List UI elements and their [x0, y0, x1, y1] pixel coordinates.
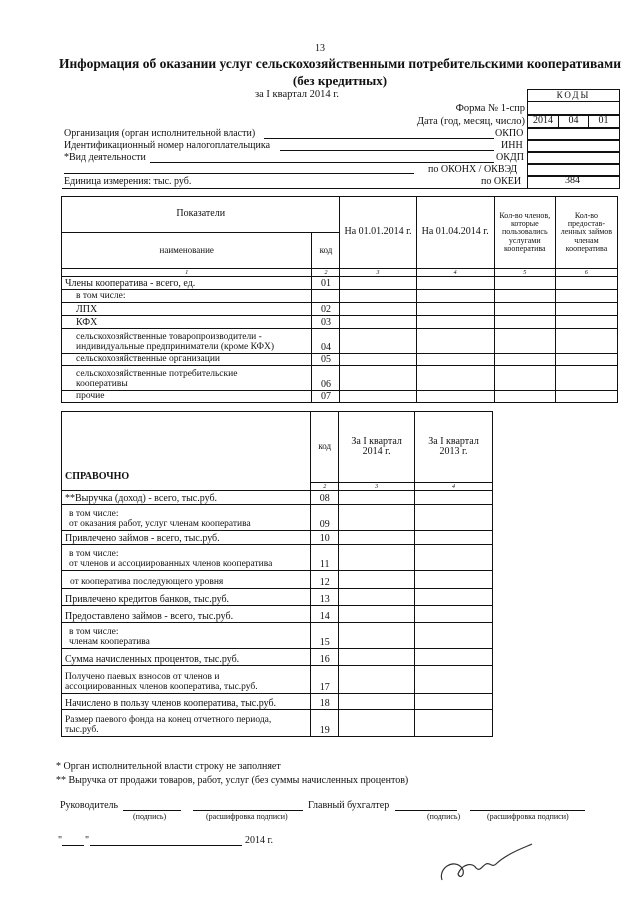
okei-label: по ОКЕИ [481, 176, 522, 187]
table-row: в том числе: от оказания работ, услуг членам кооператива 09 [62, 505, 493, 531]
col-indicators: Показатели [62, 197, 340, 233]
head-sign-line[interactable] [123, 810, 181, 811]
form-subtitle: (без кредитных) [292, 73, 388, 88]
table-row: Получено паевых взносов от членов и ассоциированных членов кооператива, тыс.руб. 17 [62, 666, 493, 694]
col-q2014: За I квартал 2014 г. [339, 412, 415, 483]
col-code: код [312, 233, 340, 269]
chief-decode-line[interactable] [470, 810, 585, 811]
cap-chief-sign: (подпись) [427, 812, 461, 821]
okonh-label: по ОКОНХ / ОКВЭД [428, 164, 518, 175]
col-members-served: Кол-во членов, которые пользовались услугами кооператива [494, 197, 555, 269]
org-label: Организация (орган исполнительной власти) [64, 128, 256, 139]
table-row: Размер паевого фонда на конец отчетного периода, тыс.руб. 19 [62, 710, 493, 737]
inn-row-label: Идентификационный номер налогоплательщика [64, 140, 271, 151]
table-row: Привлечено займов - всего, тыс.руб. 10 [62, 531, 493, 545]
okpo-label: ОКПО [495, 128, 524, 139]
cap-head-sign: (подпись) [133, 812, 167, 821]
col-loans-count: Кол-во предостав-ленных займов членам кооператива [555, 197, 617, 269]
footnote-2: ** Выручка от продажи товаров, работ, услуг (без суммы начисленных процентов) [56, 775, 409, 786]
table-row: **Выручка (доход) - всего, тыс.руб. 08 [62, 491, 493, 505]
okei-value: 384 [565, 175, 580, 186]
date-label: Дата (год, месяц, число) [416, 116, 525, 127]
page-number: 13 [315, 43, 325, 54]
col-name: наименование [62, 233, 312, 269]
form-title: Информация об оказании услуг сельскохозяйственными потребительскими кооперативами [58, 56, 622, 71]
table-row: от кооператива последующего уровня 12 [62, 571, 493, 589]
date-day-line[interactable] [62, 845, 84, 846]
footnote-1: * Орган исполнительной власти строку не заполняет [56, 761, 281, 772]
unit-label: Единица измерения: тыс. руб. [64, 176, 192, 187]
section-reference: СПРАВОЧНО [62, 412, 311, 483]
table-row: ЛПХ 02 [62, 303, 618, 316]
col-date-jan: На 01.01.2014 г. [340, 197, 416, 269]
codes-header: КОДЫ [527, 89, 620, 102]
head-decode-line[interactable] [193, 810, 303, 811]
cap-head-decode: (расшифровка подписи) [206, 812, 288, 821]
table-row: сельскохозяйственные товаропроизводители - индивидуальные предприниматели (кроме КФХ) 04 [62, 329, 618, 354]
table-row: сельскохозяйственные организации 05 [62, 354, 618, 366]
report-period: за I квартал 2014 г. [255, 89, 339, 100]
handwritten-signature-icon [436, 838, 536, 890]
table-row: прочие 07 [62, 391, 618, 403]
date-month: 04 [568, 115, 579, 126]
table-row: Сумма начисленных процентов, тыс.руб. 16 [62, 649, 493, 666]
date-year: 2014 [533, 115, 553, 126]
okdp-label: ОКДП [496, 152, 524, 163]
table-row: Привлечено кредитов банков, тыс.руб. 13 [62, 589, 493, 606]
cap-chief-decode: (расшифровка подписи) [487, 812, 569, 821]
reference-table: СПРАВОЧНО код За I квартал 2014 г. За I квартал 2013 г. 2 3 4 **Выручка (доход) - всего, тыс.руб. 08 в том числе: от оказания работ, услуг членам кооператива 09 Привлечено займов - всего, тыс.руб. 10 в том числе: от членов и ассоциированных членов кооператива 11 от кооператива последующего уровня 12 Привлечено кредитов банков, тыс.руб. 13 Предоставлено займов - всего, тыс.руб. 14 в том числе: членам кооператива 15 Сумма начисленных процентов, тыс.руб. 16 Получено паевых взносов от членов и ассоциированных членов кооператива, тыс.руб. 17 Начислено в пользу членов кооператива, тыс.руб. 18 Размер паевого фонда на конец отчетного периода, тыс.руб. 19 [61, 411, 493, 737]
date-month-line[interactable] [90, 845, 242, 846]
chief-sign-line[interactable] [395, 810, 457, 811]
form-number: Форма № 1-спр [455, 103, 525, 114]
table-row: Предоставлено займов - всего, тыс.руб. 14 [62, 606, 493, 623]
date-day: 01 [598, 115, 609, 126]
table-row: в том числе: членам кооператива 15 [62, 623, 493, 649]
table-row: Члены кооператива - всего, ед. 01 [62, 277, 618, 290]
members-table: Показатели На 01.01.2014 г. На 01.04.2014 г. Кол-во членов, которые пользовались услугами кооператива Кол-во предостав-ленных займов членам кооператива наименование код 1 2 3 4 5 6 Члены кооператива - всего, ед. 01 в том числе: ЛПХ 02 КФХ 03 сельскохозяйственные товаропроизводители - индивидуальные предприниматели (кроме КФХ) 04 сельскохозяйственные организации 05 сельскохозяйственные потребительские кооперативы 06 прочие 07 [61, 196, 618, 403]
table-row: КФХ 03 [62, 316, 618, 329]
col-date-apr: На 01.04.2014 г. [416, 197, 494, 269]
chief-accountant-label: Главный бухгалтер [308, 800, 390, 811]
table-row: в том числе: [62, 290, 618, 303]
col-code-2: код [311, 412, 339, 483]
table-row: в том числе: от членов и ассоциированных членов кооператива 11 [62, 545, 493, 571]
date-year-label: 2014 г. [245, 835, 273, 846]
table-row: сельскохозяйственные потребительские кооперативы 06 [62, 366, 618, 391]
head-label: Руководитель [60, 800, 119, 811]
table-row: Начислено в пользу членов кооператива, тыс.руб. 18 [62, 694, 493, 710]
col-q2013: За I квартал 2013 г. [415, 412, 493, 483]
inn-label: ИНН [501, 140, 523, 151]
activity-label: *Вид деятельности [64, 152, 146, 163]
